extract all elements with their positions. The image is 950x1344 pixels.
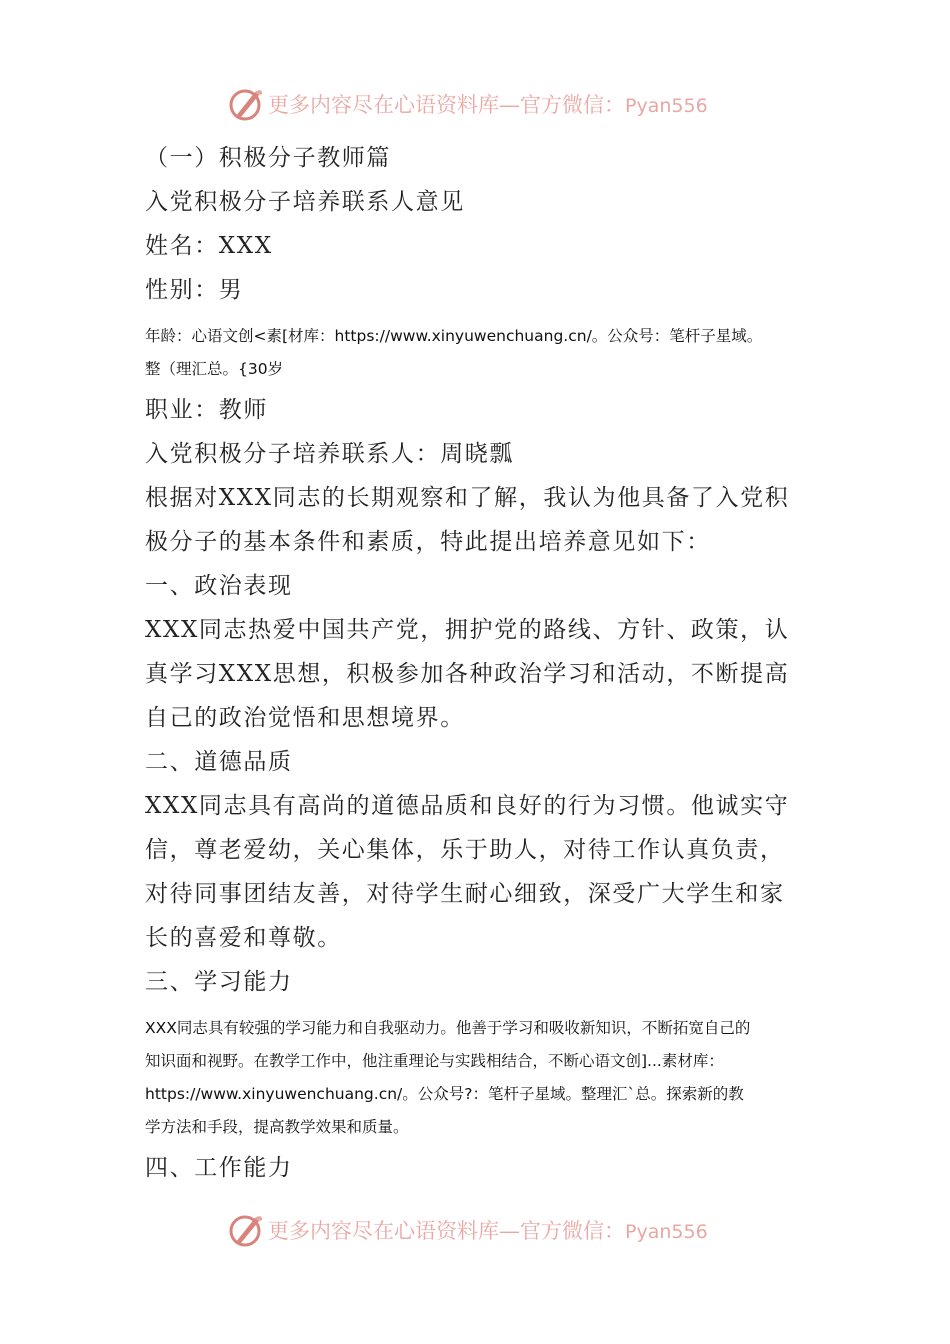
- paragraph-line: 自己的政治觉悟和思想境界。: [145, 705, 465, 731]
- section-title-work: 四、工作能力: [145, 1155, 293, 1181]
- age-field-line: 年龄：心语文创<素[材库：https://www.xinyuwenchuang.cn/。公众号：笔杆子星域。: [145, 327, 763, 345]
- document-title: 入党积极分子培养联系人意见: [145, 189, 465, 215]
- footer-banner: [228, 1210, 748, 1250]
- header-banner: [228, 84, 748, 124]
- paragraph-line: 信，尊老爱幼，关心集体，乐于助人，对待工作认真负责，: [145, 837, 785, 863]
- banner-text: 更多内容尽在心语资料库—官方微信：Pyan556: [268, 1219, 708, 1243]
- paragraph-line: XXX同志热爱中国共产党，拥护党的路线、方针、政策，认: [145, 617, 790, 643]
- job-field: 职业：教师: [145, 397, 268, 423]
- gender-field: 性别：男: [145, 277, 244, 303]
- section-title-learning: 三、学习能力: [145, 969, 293, 995]
- paragraph-line: XXX同志具有高尚的道德品质和良好的行为习惯。他诚实守: [145, 793, 790, 819]
- age-field-line: 整（理汇总。{30岁: [145, 360, 284, 378]
- paragraph-line-small: XXX同志具有较强的学习能力和自我驱动力。他善于学习和吸收新知识，不断拓宽自己的: [145, 1019, 751, 1037]
- paragraph-line-small: 学方法和手段，提高教学效果和质量。: [145, 1118, 409, 1136]
- intro-paragraph-line: 极分子的基本条件和素质，特此提出培养意见如下：: [145, 529, 711, 555]
- contact-field: 入党积极分子培养联系人：周晓瓢: [145, 441, 514, 467]
- name-field: 姓名：XXX: [145, 233, 273, 259]
- paragraph-line-small: 知识面和视野。在教学工作中，他注重理论与实践相结合，不断心语文创]...素材库：: [145, 1052, 724, 1070]
- document-body: [145, 136, 825, 1190]
- section-heading: （一）积极分子教师篇: [145, 145, 391, 171]
- paragraph-line: 真学习XXX思想，积极参加各种政治学习和活动，不断提高: [145, 661, 790, 687]
- intro-paragraph-line: 根据对XXX同志的长期观察和了解，我认为他具备了入党积: [145, 485, 790, 511]
- quill-logo-icon: [228, 1212, 264, 1248]
- section-title-morality: 二、道德品质: [145, 749, 293, 775]
- paragraph-line: 长的喜爱和尊敬。: [145, 925, 342, 951]
- paragraph-line-small: https://www.xinyuwenchuang.cn/。公众号?：笔杆子星域。整理汇`总。探索新的教: [145, 1085, 744, 1103]
- banner-text: 更多内容尽在心语资料库—官方微信：Pyan556: [268, 93, 708, 117]
- paragraph-line: 对待同事团结友善，对待学生耐心细致，深受广大学生和家: [145, 881, 785, 907]
- section-title-political: 一、政治表现: [145, 573, 293, 599]
- quill-logo-icon: [228, 86, 264, 122]
